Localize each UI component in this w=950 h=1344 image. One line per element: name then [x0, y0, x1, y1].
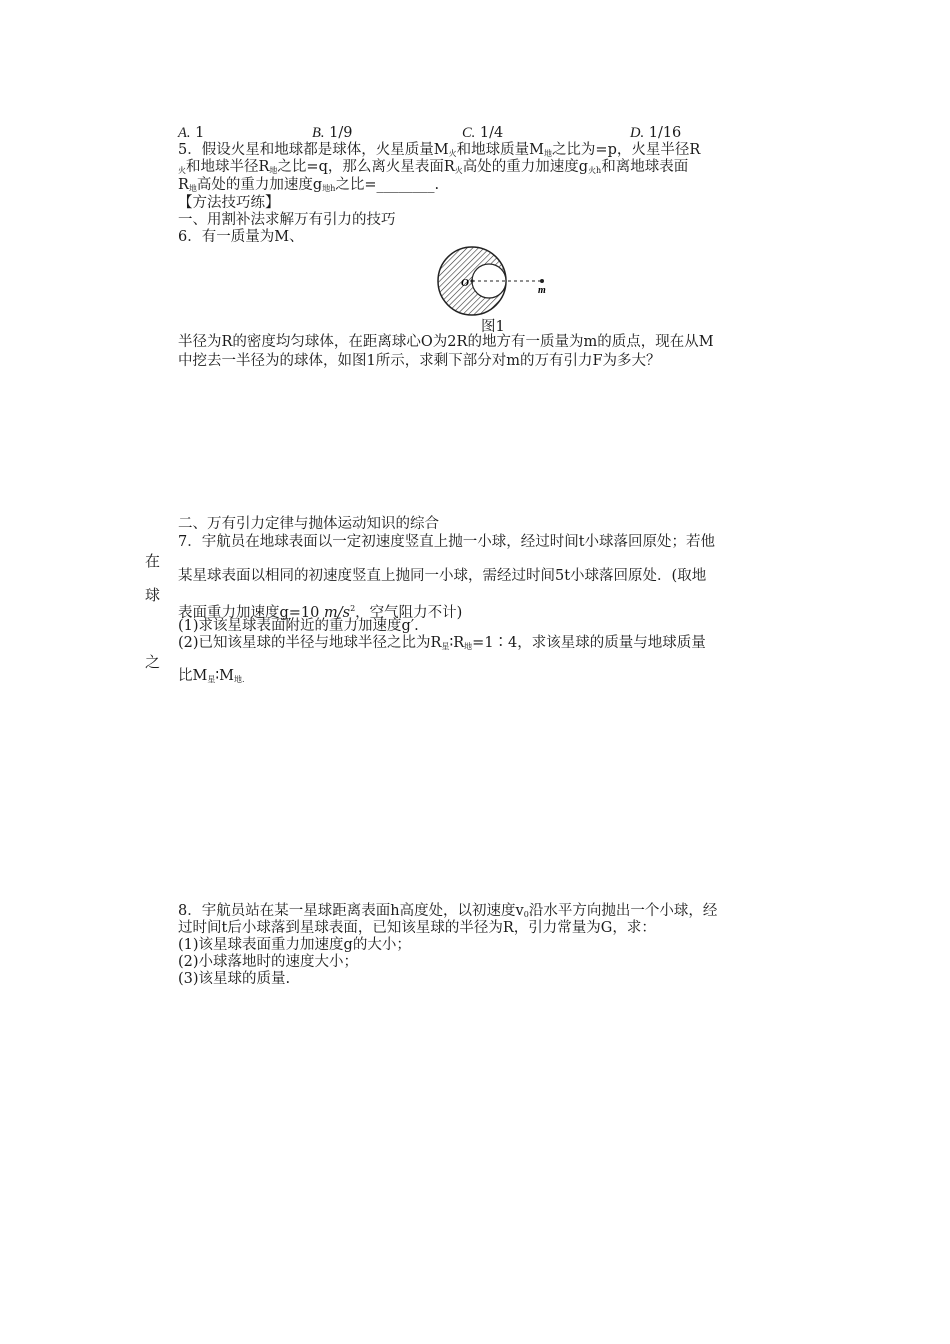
q8-line-3: (1)该星球表面重力加速度g的大小； — [178, 937, 411, 953]
option-d: D. 1/16 — [630, 125, 682, 141]
option-c: C. 1/4 — [462, 125, 504, 141]
cavity-circle — [472, 264, 506, 298]
q5-line-3: $R_地$高处的重力加速度$g_{地h}$之比=________. — [178, 177, 440, 193]
q7-line-1: 7．宇航员在地球表面以一定初速度竖直上抛一小球，经过时间t小球落回原处；若他 — [178, 534, 716, 550]
section-1-title: 一、用割补法求解万有引力的技巧 — [178, 212, 396, 228]
margin-char-3: 之 — [145, 653, 161, 671]
q8-line-5: (3)该星球的质量. — [178, 971, 291, 987]
q6-line-1: 6．有一质量为M、 — [178, 229, 304, 245]
margin-char-2: 球 — [145, 586, 161, 604]
label-m: m — [538, 285, 546, 296]
mass-point — [540, 279, 544, 283]
method-heading: 【方法技巧练】 — [178, 195, 280, 211]
q8-line-4: (2)小球落地时的速度大小； — [178, 954, 359, 970]
label-o: O — [461, 277, 469, 289]
figure-caption: 图1 — [481, 319, 505, 335]
q7-line-4: (1)求该星球表面附近的重力加速度g′. — [178, 618, 419, 634]
q8-line-1: 8．宇航员站在某一星球距离表面h高度处，以初速度$v_0$沿水平方向抛出一个小球，经 — [178, 903, 718, 919]
center-point — [470, 279, 473, 282]
q6-line-3: 中挖去一半径为的球体，如图1所示，求剩下部分对m的万有引力F为多大？ — [178, 353, 661, 369]
margin-char-1: 在 — [145, 552, 161, 570]
section-2-title: 二、万有引力定律与抛体运动知识的综合 — [178, 516, 439, 532]
q7-line-3: 表面重力加速度g=10 $m/s^2$，空气阻力不计) — [178, 604, 463, 621]
q5-line-2: $_火$和地球半径$R_地$之比=q，那么离火星表面$R_火$高处的重力加速度$g_{火h}$和离地球表面 — [178, 159, 689, 175]
q5-line-1: 5．假设火星和地球都是球体，火星质量$M_火$和地球质量$M_地$之比为=p，火星半径R — [178, 142, 701, 158]
q7-line-6: 比$M_星∶M_{地.}$ — [178, 668, 245, 684]
q8-line-2: 过时间t后小球落到星球表面，已知该星球的半径为R，引力常量为G，求： — [178, 920, 656, 936]
q6-line-2: 半径为R的密度均匀球体，在距离球心O为2R的地方有一质量为m的质点，现在从M — [178, 334, 714, 350]
option-a: A. 1 — [178, 125, 205, 141]
q7-line-2: 某星球表面以相同的初速度竖直上抛同一小球，需经过时间5t小球落回原处．(取地 — [178, 568, 707, 584]
q7-line-5: (2)已知该星球的半径与地球半径之比为$R_星∶R_地=1∶4$，求该星球的质量与地球质量 — [178, 635, 706, 651]
sphere-cavity-figure — [432, 243, 552, 319]
option-b: B. 1/9 — [312, 125, 353, 141]
